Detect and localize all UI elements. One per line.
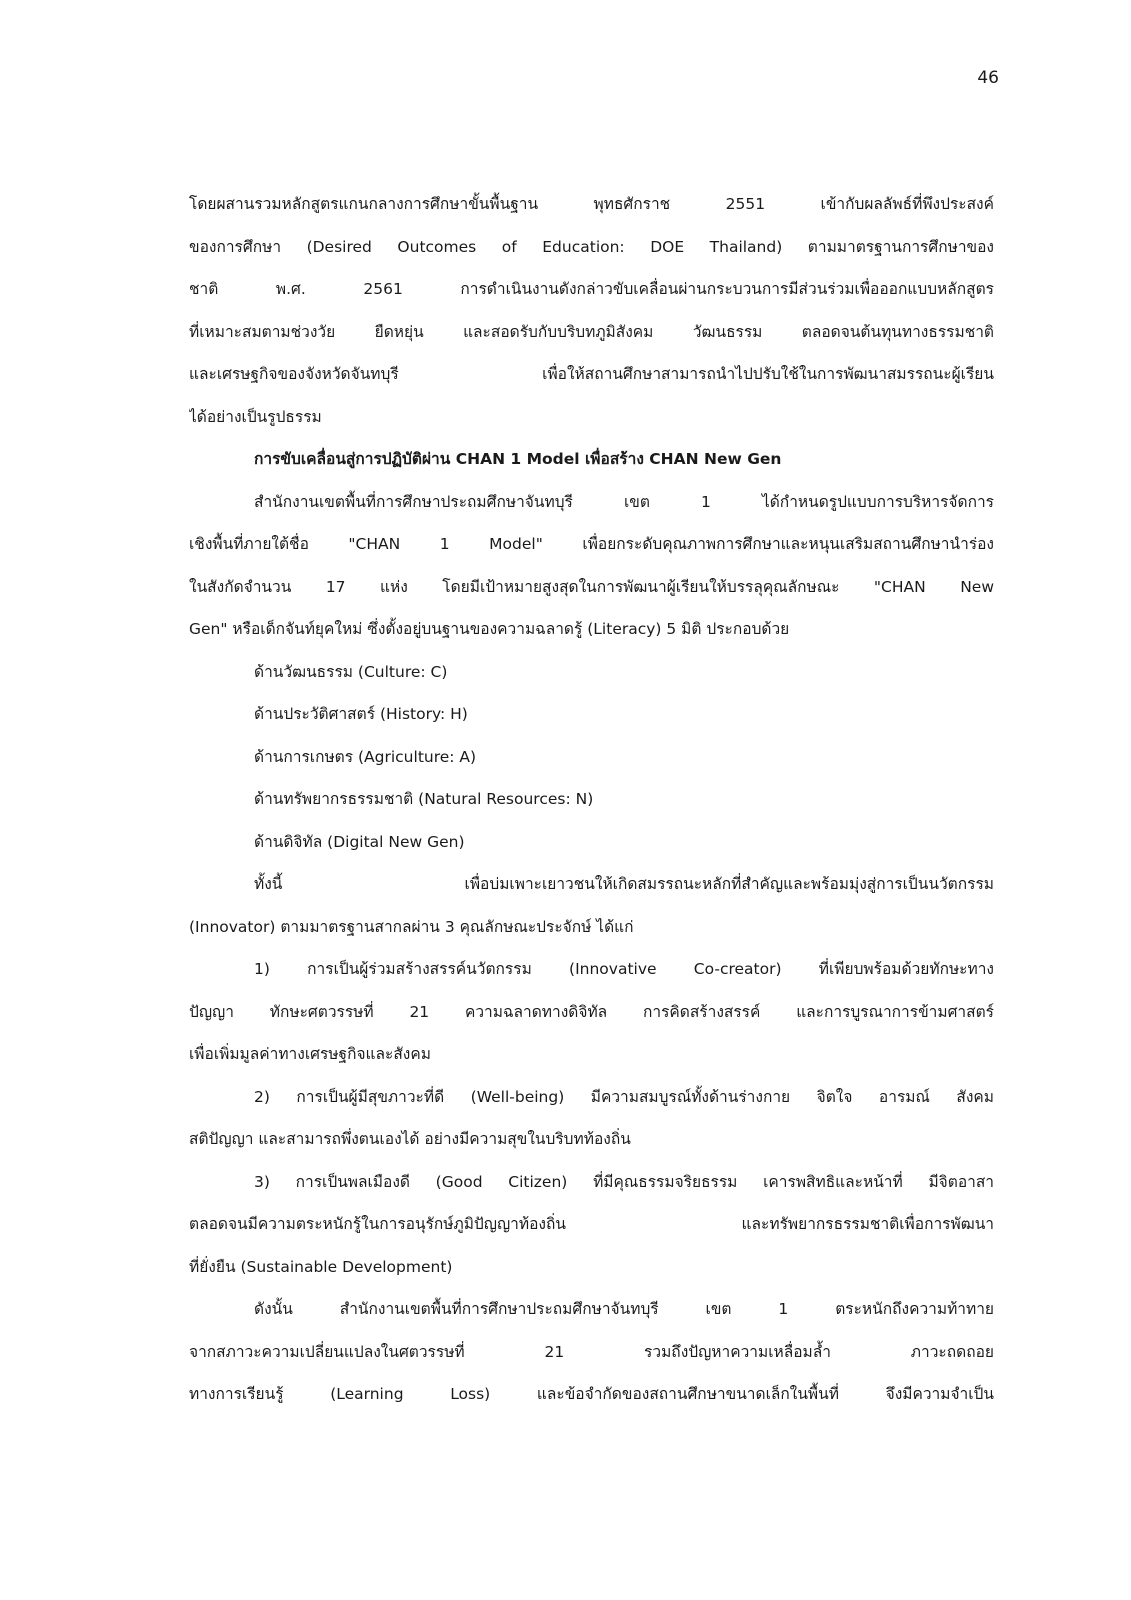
text-line: ด้านวัฒนธรรม (Culture: C) (254, 662, 448, 681)
text-line: Gen" หรือเด็กจันท์ยุคใหม่ ซึ่งตั้งอยู่บนฐานของความฉลาดรู้ (Literacy) 5 มิติ ประกอบด้วย (189, 620, 790, 638)
text-line: เชิงพื้นที่ภายใต้ชื่อ "CHAN 1 Model" เพื่อยกระดับคุณภาพการศึกษาและหนุนเสริมสถานศึกษานำร่อง (189, 535, 994, 553)
text-line: ด้านดิจิทัล (Digital New Gen) (254, 832, 465, 851)
text-line: ปัญญา ทักษะศตวรรษที่ 21 ความฉลาดทางดิจิทัล การคิดสร้างสรรค์ และการบูรณาการข้ามศาสตร์ (189, 1002, 994, 1021)
text-line: โดยผสานรวมหลักสูตรแกนกลางการศึกษาขั้นพื้นฐาน พุทธศักราช 2551 เข้ากับผลลัพธ์ที่พึงประสงค์ (189, 195, 994, 213)
text-line: ด้านทรัพยากรธรรมชาติ (Natural Resources: N) (254, 790, 594, 808)
text-line: ที่เหมาะสมตามช่วงวัย ยืดหยุ่น และสอดรับกับบริบทภูมิสังคม วัฒนธรรม ตลอดจนต้นทุนทางธรรมชาติ (189, 322, 994, 341)
body-text (189, 183, 994, 1416)
text-line: จากสภาวะความเปลี่ยนแปลงในศตวรรษที่ 21 รวมถึงปัญหาความเหลื่อมล้ำ ภาวะถดถอย (189, 1342, 994, 1361)
text-line: ดังนั้น สำนักงานเขตพื้นที่การศึกษาประถมศึกษาจันทบุรี เขต 1 ตระหนักถึงความท้าทาย (254, 1300, 994, 1318)
text-line: 3) การเป็นพลเมืองดี (Good Citizen) ที่มีคุณธรรมจริยธรรม เคารพสิทธิและหน้าที่ มีจิตอาสา (254, 1172, 994, 1191)
text-line: ได้อย่างเป็นรูปธรรม (189, 407, 322, 426)
text-line: ตลอดจนมีความตระหนักรู้ในการอนุรักษ์ภูมิปัญญาท้องถิ่น และทรัพยากรธรรมชาติเพื่อการพัฒนา (189, 1215, 994, 1233)
text-line: 2) การเป็นผู้มีสุขภาวะที่ดี (Well-being) มีความสมบูรณ์ทั้งด้านร่างกาย จิตใจ อารมณ์ สังคม (254, 1087, 994, 1106)
section-heading: การขับเคลื่อนสู่การปฏิบัติผ่าน CHAN 1 Model เพื่อสร้าง CHAN New Gen (254, 450, 782, 468)
text-line: ทางการเรียนรู้ (Learning Loss) และข้อจำกัดของสถานศึกษาขนาดเล็กในพื้นที่ จึงมีความจำเป็น (189, 1385, 994, 1403)
text-line: ชาติ พ.ศ. 2561 การดำเนินงานดังกล่าวขับเคลื่อนผ่านกระบวนการมีส่วนร่วมเพื่อออกแบบหลักสูตร (189, 280, 994, 298)
text-line: สำนักงานเขตพื้นที่การศึกษาประถมศึกษาจันทบุรี เขต 1 ได้กำหนดรูปแบบการบริหารจัดการ (254, 492, 994, 511)
text-line: และเศรษฐกิจของจังหวัดจันทบุรี เพื่อให้สถานศึกษาสามารถนำไปปรับใช้ในการพัฒนาสมรรถนะผู้เรียน (189, 365, 994, 383)
page-number: 46 (977, 68, 999, 88)
text-line: สติปัญญา และสามารถพึ่งตนเองได้ อย่างมีความสุขในบริบทท้องถิ่น (189, 1130, 631, 1148)
text-line: (Innovator) ตามมาตรฐานสากลผ่าน 3 คุณลักษณะประจักษ์ ได้แก่ (189, 917, 634, 936)
text-line: ด้านประวัติศาสตร์ (History: H) (254, 705, 468, 723)
text-line: ของการศึกษา (Desired Outcomes of Education: DOE Thailand) ตามมาตรฐานการศึกษาของ (189, 237, 994, 256)
text-line: ทั้งนี้ เพื่อบ่มเพาะเยาวชนให้เกิดสมรรถนะหลักที่สำคัญและพร้อมมุ่งสู่การเป็นนวัตกรรม (254, 875, 994, 893)
text-line: ในสังกัดจำนวน 17 แห่ง โดยมีเป้าหมายสูงสุดในการพัฒนาผู้เรียนให้บรรลุคุณลักษณะ "CHAN New (189, 577, 994, 596)
text-line: ด้านการเกษตร (Agriculture: A) (254, 747, 477, 766)
text-line: ที่ยั่งยืน (Sustainable Development) (189, 1257, 453, 1276)
text-line: เพื่อเพิ่มมูลค่าทางเศรษฐกิจและสังคม (189, 1045, 431, 1063)
text-line: 1) การเป็นผู้ร่วมสร้างสรรค์นวัตกรรม (Innovative Co-creator) ที่เพียบพร้อมด้วยทักษะทาง (254, 960, 994, 978)
